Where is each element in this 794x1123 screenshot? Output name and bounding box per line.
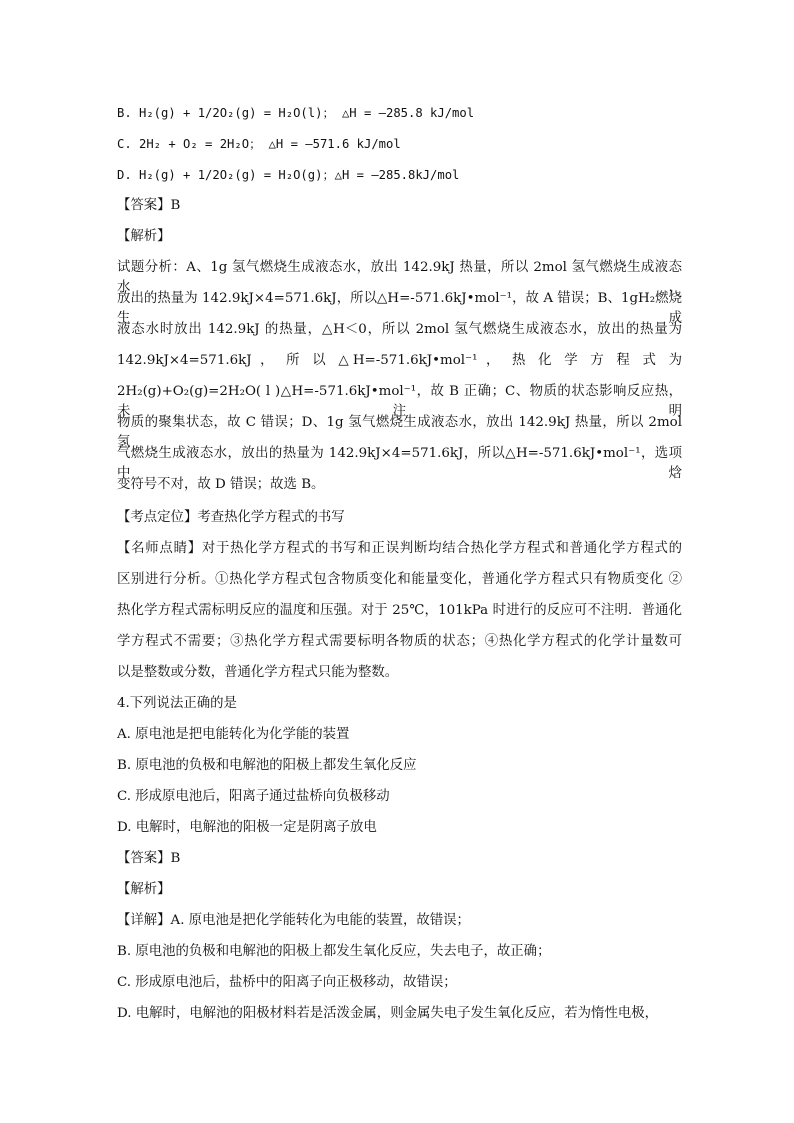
analysis-label: 【解析】 xyxy=(117,229,171,244)
teacher-note-line: 【名师点睛】对于热化学方程式的书写和正误判断均结合热化学方程式和普通化学方程式的 xyxy=(117,541,682,556)
analysis-text-line: 放出的热量为 142.9kJ×4=571.6kJ，所以△H=-571.6kJ•mol⁻¹，故 A 错误；B、1gH₂燃烧生成 xyxy=(117,291,682,326)
option-b-equation: B. H₂(g) + 1/2O₂(g) = H₂O(l)； △H = —285.8 kJ/mol xyxy=(117,106,475,120)
question-4-option-b: B. 原电池的负极和电解池的阳极上都发生氧化反应 xyxy=(117,758,417,773)
teacher-note-line: 以是整数或分数，普通化学方程式只能为整数。 xyxy=(117,665,399,680)
question-4-option-c: C. 形成原电池后，阳离子通过盐桥向负极移动 xyxy=(117,789,390,804)
analysis-text-line: 2H₂(g)+O₂(g)=2H₂O( l )△H=-571.6kJ•mol⁻¹，故 B 正确；C、物质的状态影响反应热，未注明 xyxy=(117,384,682,419)
analysis-text-line: 试题分析：A、1g 氢气燃烧生成液态水，放出 142.9kJ 热量，所以 2mol 氢气燃烧生成液态水， xyxy=(117,260,682,295)
analysis-text-line: 液态水时放出 142.9kJ 的热量，△H＜0，所以 2mol 氢气燃烧生成液态水，放出的热量为 xyxy=(117,322,682,337)
analysis-text-line: 142.9kJ×4=571.6kJ ， 所 以 △H=-571.6kJ•mol⁻¹ ， 热 化 学 方 程 式 为 xyxy=(117,353,682,368)
option-d-equation: D. H₂(g) + 1/2O₂(g) = H₂O(g)；△H = —285.8kJ/mol xyxy=(117,168,460,182)
knowledge-point: 【考点定位】考查热化学方程式的书写 xyxy=(117,510,345,525)
answer-label: 【答案】B xyxy=(117,851,181,866)
question-4-option-d: D. 电解时，电解池的阳极一定是阴离子放电 xyxy=(117,820,377,835)
analysis-text-line: 气燃烧生成液态水，放出的热量为 142.9kJ×4=571.6kJ，所以△H=-571.6kJ•mol⁻¹，选项中焓 xyxy=(117,446,682,481)
analysis-label: 【解析】 xyxy=(117,882,171,897)
option-c-equation: C. 2H₂ + O₂ = 2H₂O； △H = —571.6 kJ/mol xyxy=(117,137,401,151)
detail-line-c: C. 形成原电池后，盐桥中的阳离子向正极移动，故错误； xyxy=(117,975,457,990)
teacher-note-line: 区别进行分析。①热化学方程式包含物质变化和能量变化，普通化学方程式只有物质变化 ② xyxy=(117,572,682,587)
analysis-text-line: 物质的聚集状态，故 C 错误；D、1g 氢气燃烧生成液态水，放出 142.9kJ 热量，所以 2mol 氢 xyxy=(117,415,682,450)
detail-line-d: D. 电解时，电解池的阳极材料若是活泼金属，则金属失电子发生氧化反应，若为惰性电极， xyxy=(117,1006,659,1021)
analysis-text-line: 变符号不对，故 D 错误；故选 B。 xyxy=(117,477,325,492)
teacher-note-line: 热化学方程式需标明反应的温度和压强。对于 25℃，101kPa 时进行的反应可不注明．普通化 xyxy=(117,603,682,618)
answer-label: 【答案】B xyxy=(117,198,181,213)
question-4-option-a: A. 原电池是把电能转化为化学能的装置 xyxy=(117,727,350,742)
detail-line-b: B. 原电池的负极和电解池的阳极上都发生氧化反应，失去电子，故正确； xyxy=(117,944,551,959)
question-4-title: 4.下列说法正确的是 xyxy=(117,696,237,711)
detail-line-a: 【详解】A. 原电池是把化学能转化为电能的装置，故错误； xyxy=(117,913,470,928)
teacher-note-line: 学方程式不需要；③热化学方程式需要标明各物质的状态；④热化学方程式的化学计量数可 xyxy=(117,634,682,649)
